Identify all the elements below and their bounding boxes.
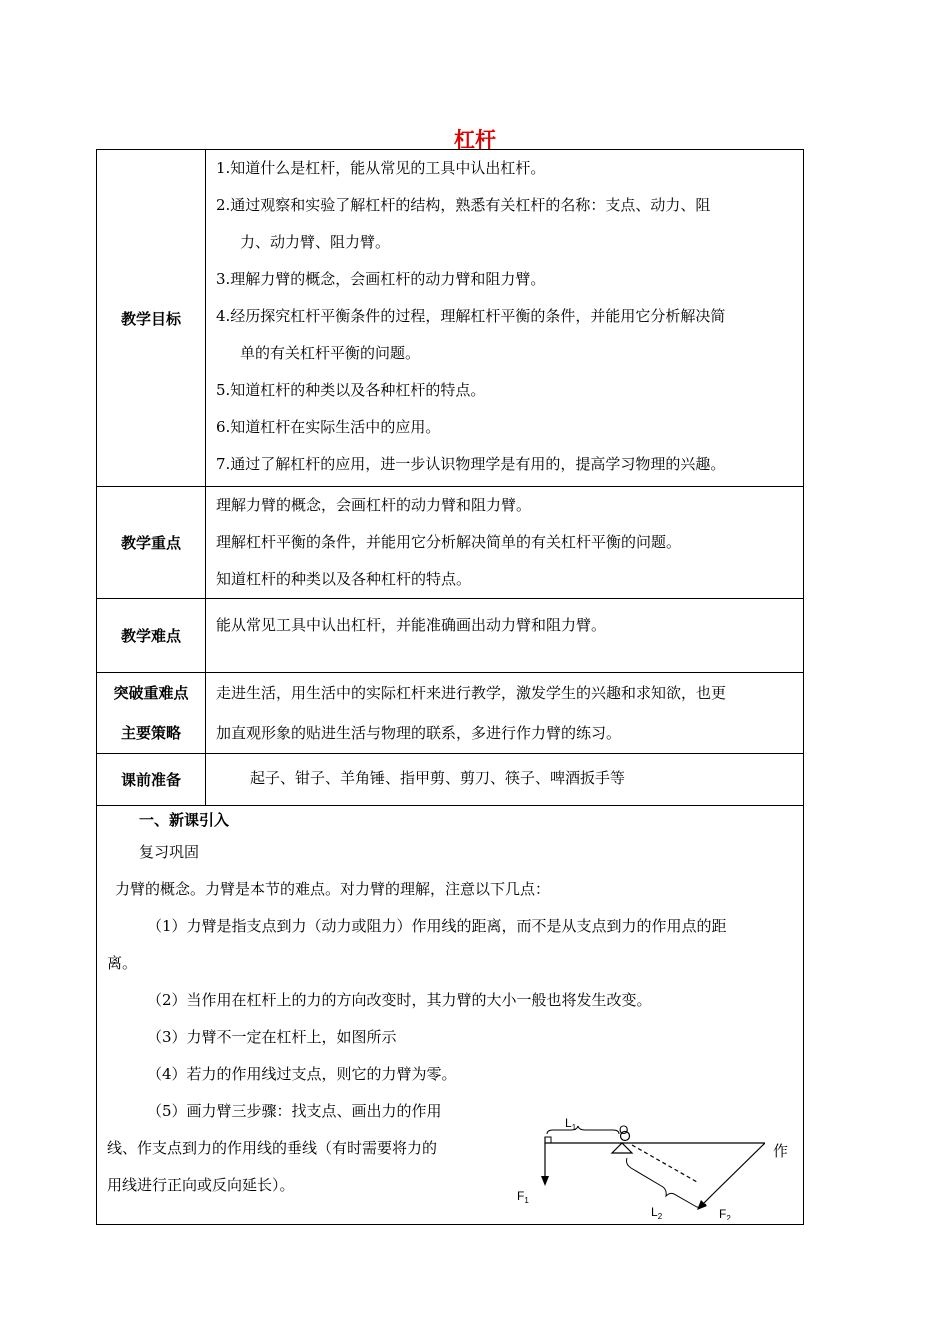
point-text: 离。 xyxy=(107,954,138,972)
difficulties-row xyxy=(97,599,804,673)
lesson-plan-table xyxy=(96,149,804,1225)
preparation-text: 起子、钳子、羊角锤、指甲剪、剪刀、筷子、啤酒扳手等 xyxy=(250,769,626,787)
key-point-item: 理解杠杆平衡的条件，并能用它分析解决简单的有关杠杆平衡的问题。 xyxy=(216,533,682,551)
objective-item: 3.理解力臂的概念，会画杠杆的动力臂和阻力臂。 xyxy=(216,270,546,288)
perpendicular-line xyxy=(632,1145,697,1182)
lever-bar xyxy=(545,1137,765,1194)
label-o: O xyxy=(619,1123,629,1137)
strategy-label-line1: 突破重难点 xyxy=(113,684,189,702)
strategy-line: 加直观形象的贴进生活与物理的联系，多进行作力臂的练习。 xyxy=(216,724,622,742)
lesson-content xyxy=(97,806,804,1225)
objective-item: 力、动力臂、阻力臂。 xyxy=(240,233,391,251)
intro-text: 力臂的概念。力臂是本节的难点。对力臂的理解，注意以下几点： xyxy=(115,880,551,898)
lever-arm-diagram xyxy=(515,1114,765,1220)
key-point-item: 理解力臂的概念，会画杠杆的动力臂和阻力臂。 xyxy=(216,496,532,514)
objective-item: 1.知道什么是杠杆，能从常见的工具中认出杠杆。 xyxy=(216,159,546,177)
point-text: （2）当作用在杠杆上的力的方向改变时，其力臂的大小一般也将发生改变。 xyxy=(147,991,652,1009)
section-title: 一、新课引入 xyxy=(139,811,230,829)
key-points-row xyxy=(97,487,804,599)
preparation-content xyxy=(206,754,804,806)
point-text: （3）力臂不一定在杠杆上，如图所示 xyxy=(147,1028,397,1046)
point-text: （1）力臂是指支点到力（动力或阻力）作用线的距离，而不是从支点到力的作用点的距 xyxy=(147,917,727,935)
difficulties-label: 教学难点 xyxy=(97,599,206,673)
page-title: 杠杆 xyxy=(454,127,496,152)
point-text: 用线进行正向或反向延长）。 xyxy=(107,1176,295,1194)
key-points-content xyxy=(206,487,804,599)
fulcrum-triangle xyxy=(612,1143,632,1153)
review-heading: 复习巩固 xyxy=(139,843,200,861)
key-point-item: 知道杠杆的种类以及各种杠杆的特点。 xyxy=(216,570,472,588)
l1-brace xyxy=(547,1126,619,1134)
strategy-row xyxy=(97,673,804,754)
objective-item: 7.通过了解杠杆的应用，进一步认识物理学是有用的，提高学习物理的兴趣。 xyxy=(216,455,726,473)
label-f1: $F_1$ xyxy=(517,1189,529,1205)
difficulties-content xyxy=(206,599,804,673)
strategy-content xyxy=(206,673,804,754)
lesson-row xyxy=(97,806,804,1225)
objectives-content xyxy=(206,150,804,487)
objective-item: 6.知道杠杆在实际生活中的应用。 xyxy=(216,418,441,436)
label-l2: $L_2$ xyxy=(651,1205,663,1220)
preparation-label: 课前准备 xyxy=(97,754,206,806)
key-points-label: 教学重点 xyxy=(97,487,206,599)
strategy-label-line2: 主要策略 xyxy=(120,724,181,742)
strategy-label xyxy=(97,673,206,754)
difficulties-text: 能从常见工具中认出杠杆，并能准确画出动力臂和阻力臂。 xyxy=(216,616,607,634)
point-text: （4）若力的作用线过支点，则它的力臂为零。 xyxy=(147,1065,457,1083)
point-text: 线、作支点到力的作用线的垂线（有时需要将力的 xyxy=(107,1139,438,1157)
f1-arrowhead xyxy=(541,1176,549,1186)
label-l1: $L_1$ xyxy=(565,1116,577,1132)
right-angle-mark xyxy=(545,1137,551,1143)
point-text: （5）画力臂三步骤：找支点、画出力的作用 xyxy=(147,1102,442,1120)
objective-item: 4.经历探究杠杆平衡条件的过程，理解杠杆平衡的条件，并能用它分析解决简 xyxy=(216,307,726,325)
label-f2: $F_2$ xyxy=(719,1207,731,1220)
objectives-row xyxy=(97,150,804,487)
preparation-row xyxy=(97,754,804,806)
objective-item: 单的有关杠杆平衡的问题。 xyxy=(240,344,421,362)
l2-brace xyxy=(627,1158,707,1208)
objective-item: 5.知道杠杆的种类以及各种杠杆的特点。 xyxy=(216,381,486,399)
objectives-label: 教学目标 xyxy=(97,150,206,487)
objective-item: 2.通过观察和实验了解杠杆的结构，熟悉有关杠杆的名称：支点、动力、阻 xyxy=(216,196,711,214)
point-text-tail: 作 xyxy=(773,1142,789,1160)
strategy-line: 走进生活，用生活中的实际杠杆来进行教学，激发学生的兴趣和求知欲，也更 xyxy=(216,684,727,702)
